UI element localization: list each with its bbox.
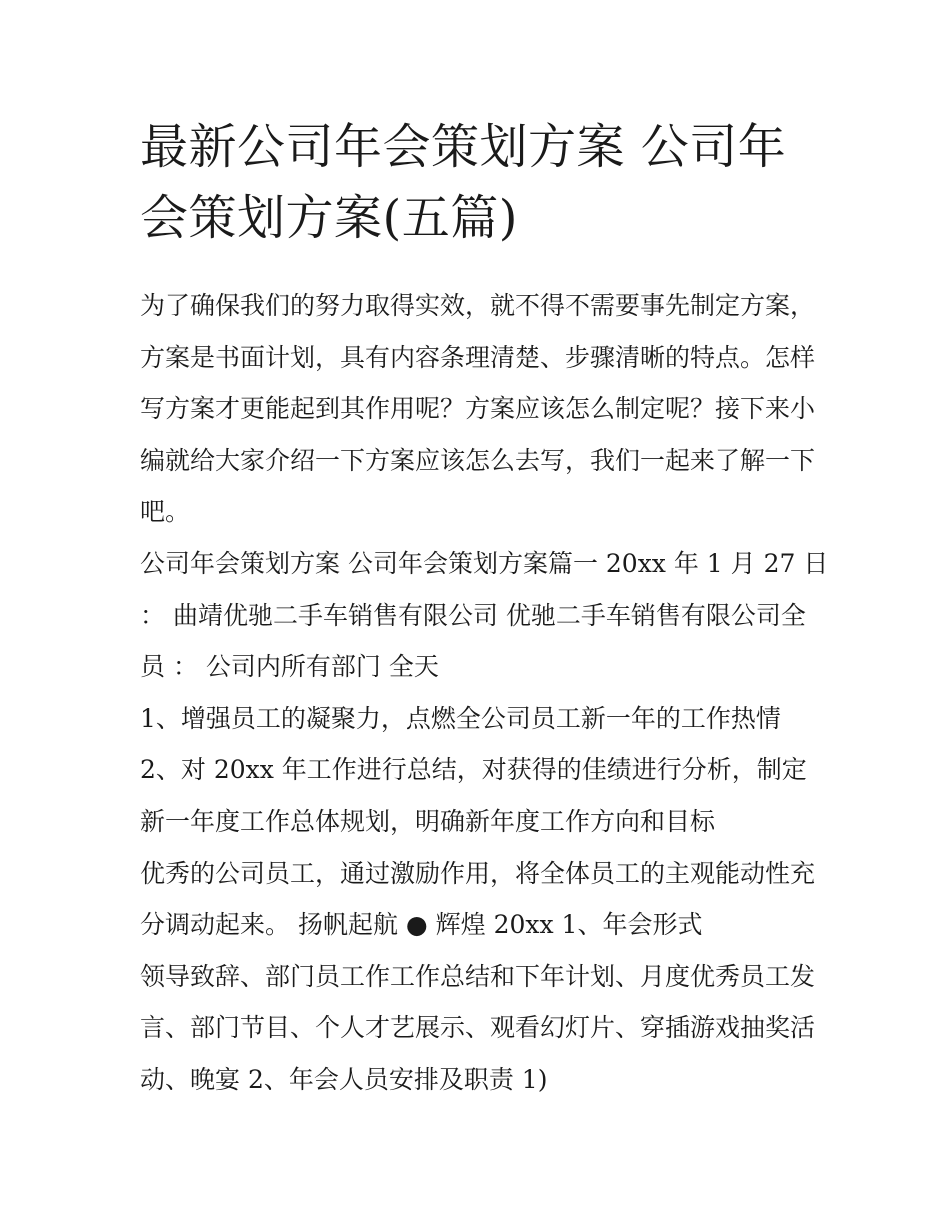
intro-paragraph: 为了确保我们的努力取得实效，就不得不需要事先制定方案，方案是书面计划，具有内容条理清楚、步骤清晰的特点。怎样写方案才更能起到其作用呢？方案应该怎么制定呢？接下来小编就给大家介绍一下方案应该怎么去写，我们一起来了解一下吧。 — [140, 291, 816, 527]
document-title: 最新公司年会策划方案 公司年会策划方案(五篇) — [140, 119, 787, 246]
document-body — [140, 280, 830, 1106]
motivation-paragraph: 优秀的公司员工，通过激励作用，将全体员工的主观能动性充分调动起来。 扬帆起航 ● 辉煌 20xx 1、年会形式 — [140, 858, 816, 940]
objective-item-2: 2、对 20xx 年工作进行总结，对获得的佳绩进行分析，制定新一年度工作总体规划，明确新年度工作方向和目标 — [140, 755, 807, 836]
objective-item-1: 1、增强员工的凝聚力，点燃全公司员工新一年的工作热情 — [140, 703, 781, 733]
event-info-paragraph: 公司年会策划方案 公司年会策划方案篇一 20xx 年 1 月 27 日 ： 曲靖优驰二手车销售有限公司 优驰二手车销售有限公司全员 ： 公司内所有部门 全天 — [140, 548, 829, 682]
agenda-paragraph: 领导致辞、部门员工作工作总结和下年计划、月度优秀员工发言、部门节目、个人才艺展示、观看幻灯片、穿插游戏抽奖活动、晚宴 2、年会人员安排及职责 1) — [140, 961, 816, 1094]
